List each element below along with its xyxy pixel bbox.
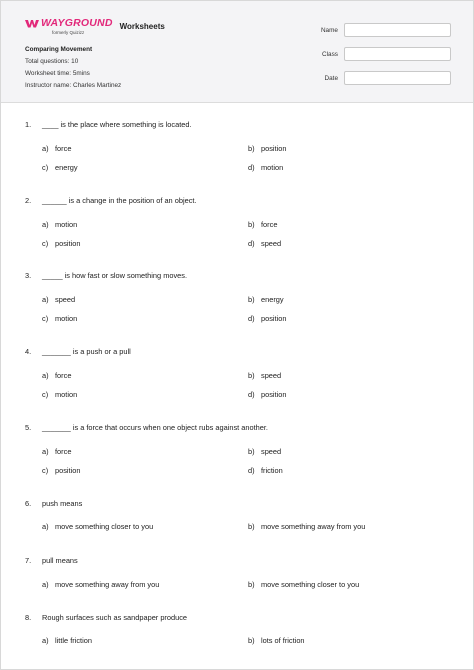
option-b[interactable]: b) speed [248, 371, 282, 380]
name-field[interactable] [344, 23, 451, 37]
option-a[interactable]: a) motion [42, 220, 78, 229]
option-a[interactable]: a) force [42, 371, 72, 380]
option-a[interactable]: a) force [42, 447, 72, 456]
option-b[interactable]: b) move something closer to you [248, 580, 360, 589]
option-b[interactable]: b) speed [248, 447, 282, 456]
option-c[interactable]: c) motion [42, 390, 78, 399]
option-d[interactable]: d) position [248, 390, 287, 399]
question-number: 3. [25, 271, 32, 280]
wayground-logo-icon [25, 19, 39, 28]
question-text: _______ is a push or a pull [42, 347, 131, 356]
option-a[interactable]: a) move something closer to you [42, 522, 154, 531]
worksheet-time: Worksheet time: 5mins [25, 70, 90, 77]
option-b[interactable]: b) energy [248, 295, 284, 304]
question-number: 8. [25, 613, 32, 622]
question-number: 2. [25, 196, 32, 205]
brand-subtitle: formerly Quizizz [52, 30, 85, 35]
option-c[interactable]: c) position [42, 466, 81, 475]
option-b[interactable]: b) lots of friction [248, 636, 305, 645]
option-b[interactable]: b) force [248, 220, 278, 229]
class-label: Class [322, 50, 338, 58]
question-number: 6. [25, 499, 32, 508]
question-text: _____ is how fast or slow something moves. [42, 271, 188, 280]
brand-logo [25, 17, 165, 35]
option-d[interactable]: d) position [248, 314, 287, 323]
worksheet-meta [25, 44, 121, 92]
question-text: push means [42, 499, 83, 508]
question-text: pull means [42, 556, 78, 565]
worksheet-header [1, 1, 473, 103]
option-c[interactable]: c) position [42, 239, 81, 248]
date-field-row [301, 71, 451, 85]
option-a[interactable]: a) little friction [42, 636, 92, 645]
option-d[interactable]: d) friction [248, 466, 283, 475]
instructor-name: Instructor name: Charles Martinez [25, 82, 122, 89]
question-number: 1. [25, 120, 32, 129]
option-c[interactable]: c) motion [42, 314, 78, 323]
total-questions: Total questions: 10 [25, 58, 79, 65]
option-a[interactable]: a) force [42, 144, 72, 153]
question-number: 4. [25, 347, 32, 356]
date-label: Date [324, 74, 338, 82]
name-label: Name [320, 26, 338, 34]
question-number: 7. [25, 556, 32, 565]
question-number: 5. [25, 423, 32, 432]
class-field[interactable] [344, 47, 451, 61]
date-field[interactable] [344, 71, 451, 85]
option-b[interactable]: b) position [248, 144, 287, 153]
option-c[interactable]: c) energy [42, 163, 78, 172]
option-b[interactable]: b) move something away from you [248, 522, 366, 531]
option-d[interactable]: d) motion [248, 163, 284, 172]
question-text: ______ is a change in the position of an object. [42, 196, 197, 205]
worksheet-title: Comparing Movement [25, 46, 93, 53]
class-field-row [301, 47, 451, 61]
question-text: ____ is the place where something is located. [42, 120, 192, 129]
option-a[interactable]: a) speed [42, 295, 76, 304]
option-d[interactable]: d) speed [248, 239, 282, 248]
option-a[interactable]: a) move something away from you [42, 580, 160, 589]
question-text: Rough surfaces such as sandpaper produce [42, 613, 188, 622]
section-title: Worksheets [119, 22, 165, 31]
brand-name: WAYGROUND [41, 17, 113, 29]
question-text: _______ is a force that occurs when one object rubs against another. [42, 423, 268, 432]
name-field-row [301, 23, 451, 37]
